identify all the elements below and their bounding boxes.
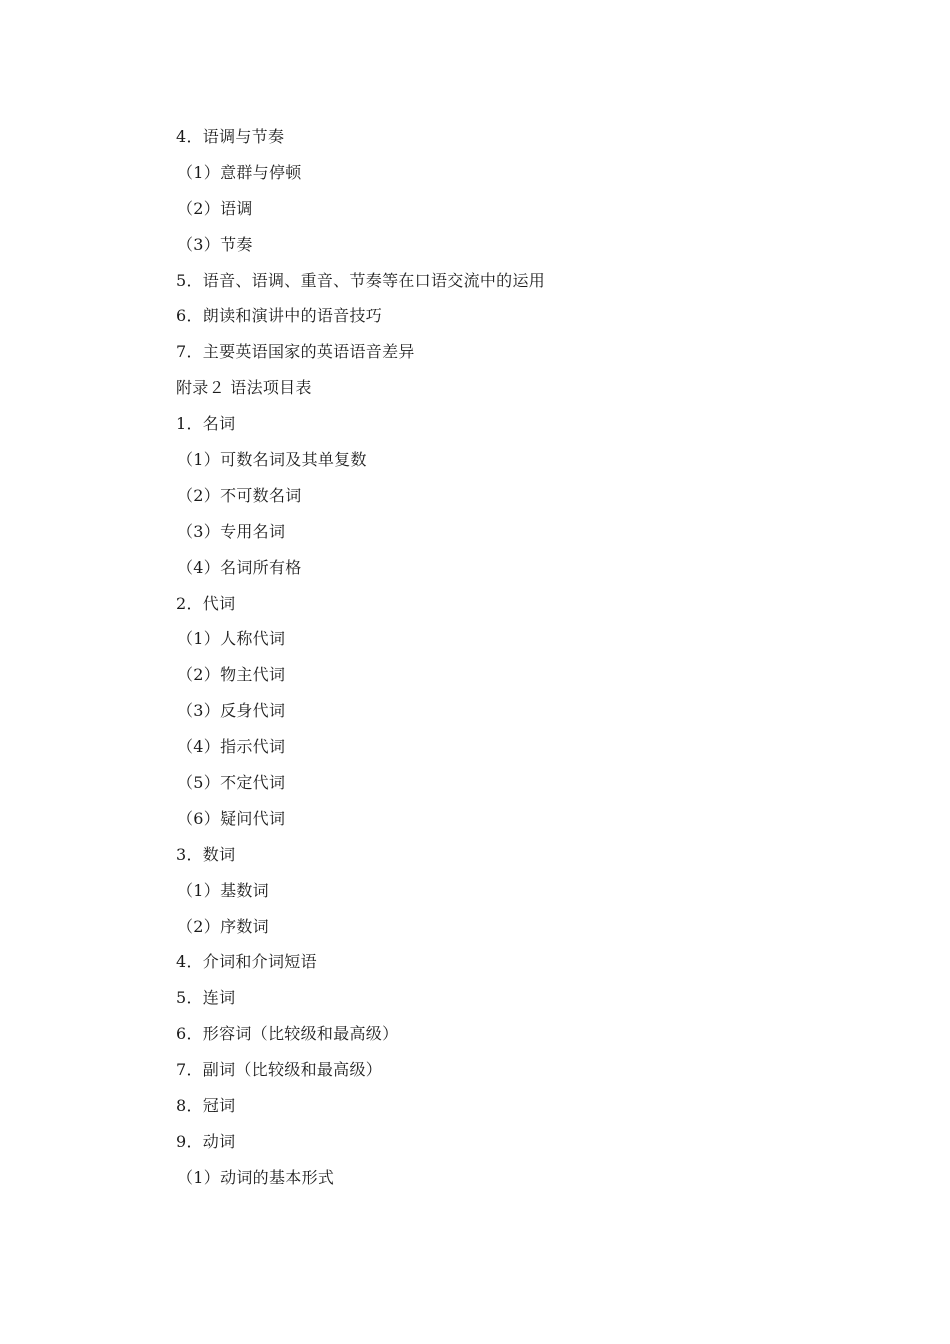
- sub-list-item: （5）不定代词: [177, 773, 286, 793]
- list-item: 5．语音、语调、重音、节奏等在口语交流中的运用: [176, 270, 546, 290]
- list-item: 6．形容词（比较级和最高级）: [176, 1024, 399, 1044]
- section-heading: 附录２ 语法项目表: [176, 378, 312, 398]
- list-item: 9．动词: [176, 1131, 236, 1151]
- sub-list-item: （4）名词所有格: [177, 557, 302, 577]
- sub-list-item: （4）指示代词: [177, 737, 286, 757]
- sub-list-item: （1）可数名词及其单复数: [177, 450, 367, 470]
- list-item: 3．数词: [176, 844, 236, 864]
- sub-list-item: （3）节奏: [177, 234, 253, 254]
- list-item: 6．朗读和演讲中的语音技巧: [176, 306, 383, 326]
- list-item: 2．代词: [176, 593, 236, 613]
- sub-list-item: （1）基数词: [177, 880, 269, 900]
- sub-list-item: （3）反身代词: [177, 701, 286, 721]
- sub-list-item: （2）物主代词: [177, 665, 286, 685]
- list-item: 1．名词: [176, 414, 236, 434]
- sub-list-item: （1）人称代词: [177, 629, 286, 649]
- list-item: 4．介词和介词短语: [176, 952, 317, 972]
- list-item: 7．主要英语国家的英语语音差异: [176, 342, 415, 362]
- sub-list-item: （1）意群与停顿: [177, 162, 302, 182]
- list-item: 8．冠词: [176, 1096, 236, 1116]
- sub-list-item: （2）序数词: [177, 916, 269, 936]
- document-body: [176, 119, 876, 1196]
- list-item: 5．连词: [176, 988, 236, 1008]
- list-item: 4．语调与节奏: [176, 127, 285, 146]
- sub-list-item: （2）语调: [177, 198, 253, 218]
- sub-list-item: （6）疑问代词: [177, 808, 286, 828]
- sub-list-item: （2）不可数名词: [177, 485, 302, 505]
- list-item: 7．副词（比较级和最高级）: [176, 1060, 383, 1080]
- sub-list-item: （1）动词的基本形式: [177, 1167, 335, 1187]
- sub-list-item: （3）专用名词: [177, 521, 286, 541]
